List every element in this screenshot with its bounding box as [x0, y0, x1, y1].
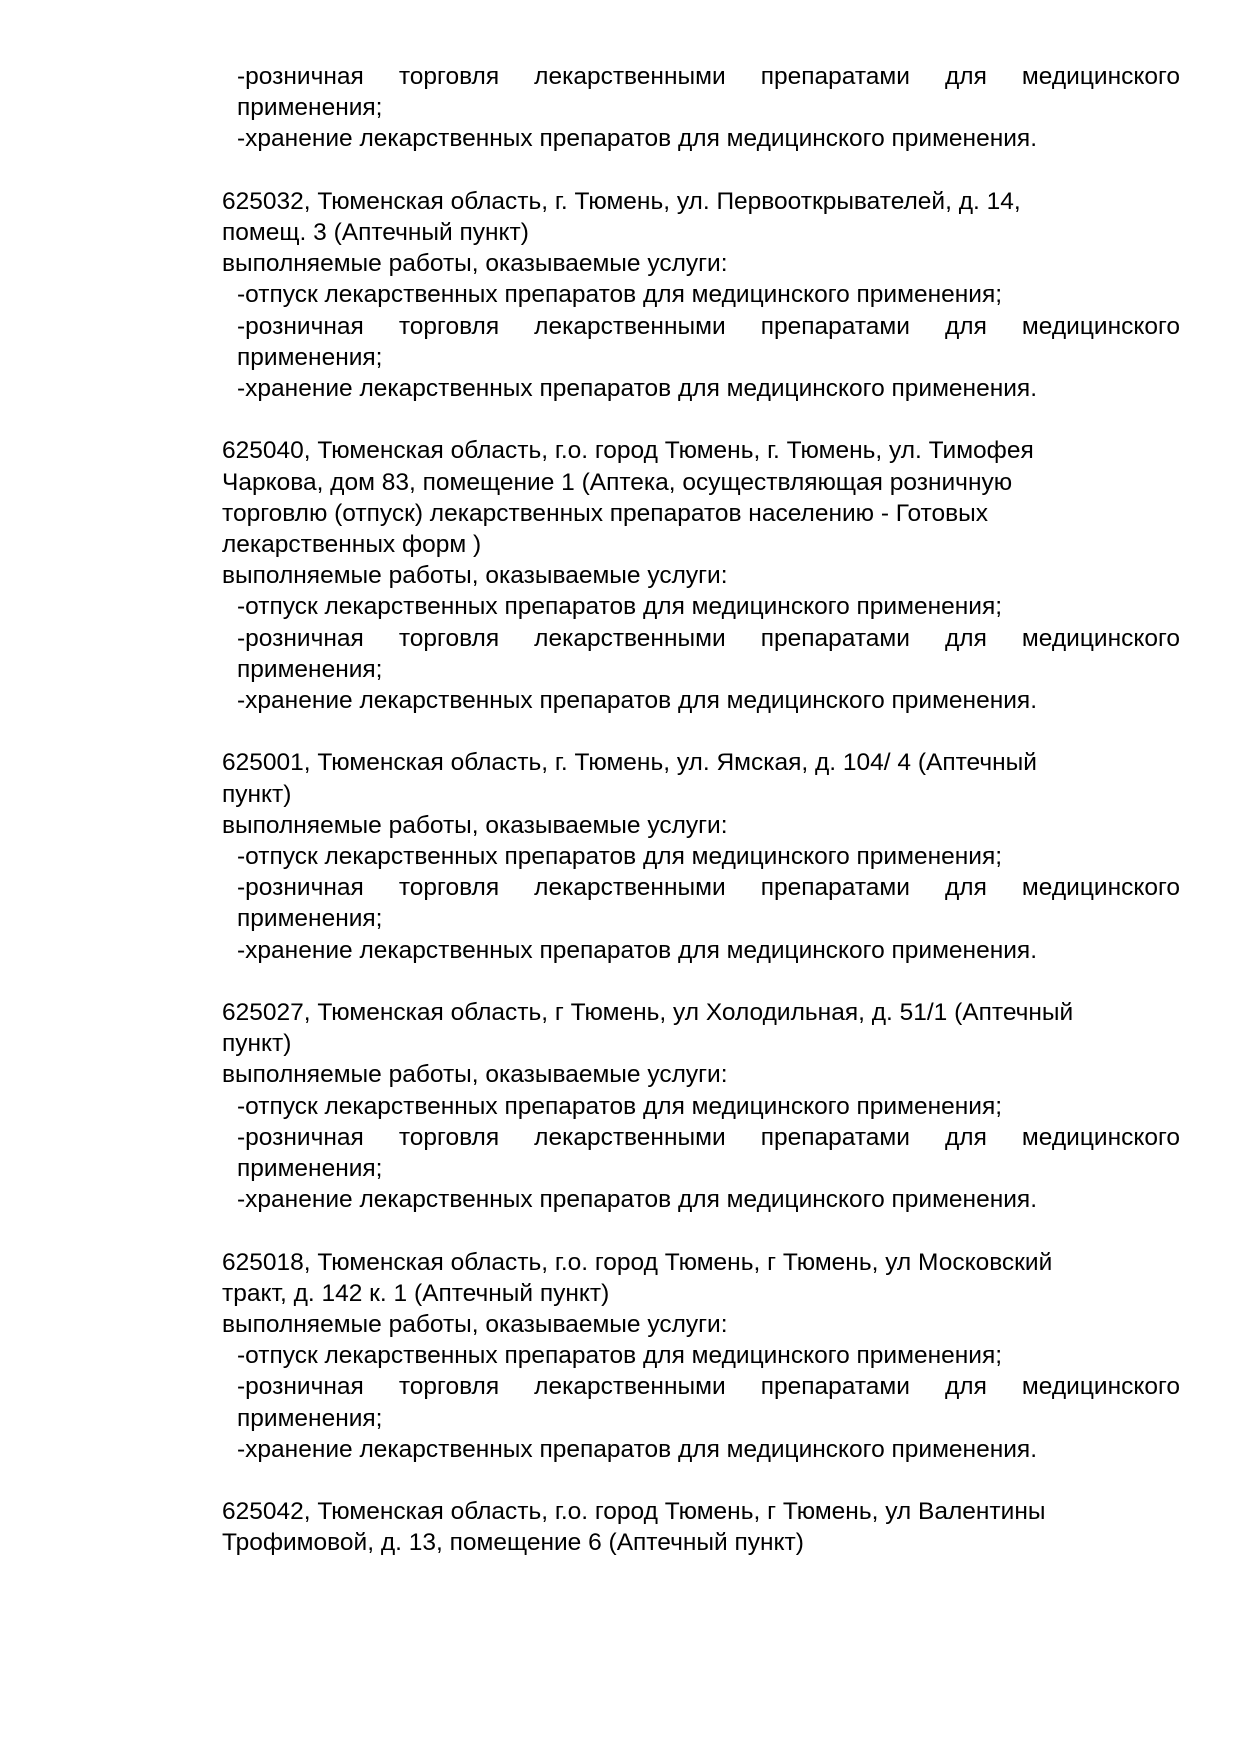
- service-item-storage: -хранение лекарственных препаратов для медицинского применения.: [237, 1435, 1037, 1463]
- service-item-retail-cont: применения;: [237, 1155, 383, 1183]
- address-line: 625027, Тюменская область, г Тюмень, ул Холодильная, д. 51/1 (Аптечный: [222, 999, 1074, 1027]
- address-line: пункт): [222, 1030, 292, 1058]
- service-item-dispensing: -отпуск лекарственных препаратов для медицинского применения;: [237, 1092, 1003, 1120]
- document-page: [222, 61, 1180, 1559]
- service-item-retail: -розничная торговля лекарственными препаратами для медицинского: [237, 1373, 1180, 1401]
- service-item-storage: -хранение лекарственных препаратов для медицинского применения.: [237, 1186, 1037, 1214]
- services-label: выполняемые работы, оказываемые услуги:: [222, 811, 728, 839]
- address-line: торговлю (отпуск) лекарственных препаратов населению - Готовых: [222, 499, 988, 527]
- service-item-dispensing: -отпуск лекарственных препаратов для медицинского применения;: [237, 843, 1003, 871]
- services-label: выполняемые работы, оказываемые услуги:: [222, 1061, 728, 1089]
- address-line: пункт): [222, 780, 292, 808]
- service-item-storage: -хранение лекарственных препаратов для медицинского применения.: [237, 936, 1037, 964]
- location-block: [222, 186, 1180, 404]
- service-item-retail-cont: применения;: [237, 655, 383, 683]
- address-line: лекарственных форм ): [222, 531, 482, 559]
- service-item-storage: -хранение лекарственных препаратов для медицинского применения.: [237, 687, 1037, 715]
- service-item-storage: -хранение лекарственных препаратов для медицинского применения.: [237, 375, 1037, 403]
- location-block: [222, 1496, 1180, 1558]
- services-label: выполняемые работы, оказываемые услуги:: [222, 562, 728, 590]
- service-item-dispensing: -отпуск лекарственных препаратов для медицинского применения;: [237, 281, 1003, 309]
- address-line: 625001, Тюменская область, г. Тюмень, ул. Ямская, д. 104/ 4 (Аптечный: [222, 749, 1037, 777]
- service-item-retail: -розничная торговля лекарственными препаратами для медицинского: [237, 63, 1180, 90]
- address-line: тракт, д. 142 к. 1 (Аптечный пункт): [222, 1279, 610, 1307]
- location-block: [222, 997, 1180, 1215]
- service-item-retail: -розничная торговля лекарственными препаратами для медицинского: [237, 1123, 1180, 1151]
- address-line: 625042, Тюменская область, г.о. город Тюмень, г Тюмень, ул Валентины: [222, 1498, 1046, 1526]
- address-line: помещ. 3 (Аптечный пункт): [222, 219, 529, 246]
- location-block: [222, 747, 1180, 965]
- location-block: [222, 435, 1180, 716]
- service-item-dispensing: -отпуск лекарственных препаратов для медицинского применения;: [237, 1342, 1003, 1370]
- service-item-retail: -розничная торговля лекарственными препаратами для медицинского: [237, 312, 1180, 340]
- locations-list: [222, 186, 1180, 1559]
- address-line: 625032, Тюменская область, г. Тюмень, ул. Первооткрывателей, д. 14,: [222, 187, 1021, 215]
- service-item-retail-cont: применения;: [237, 343, 383, 371]
- service-item-retail-cont: применения;: [237, 1404, 383, 1432]
- continuation-block: [222, 61, 1180, 155]
- service-item-retail-cont: применения;: [237, 905, 383, 933]
- location-block: [222, 1247, 1180, 1465]
- services-label: выполняемые работы, оказываемые услуги:: [222, 1311, 728, 1339]
- address-line: Чаркова, дом 83, помещение 1 (Аптека, осуществляющая розничную: [222, 468, 1013, 496]
- address-line: Трофимовой, д. 13, помещение 6 (Аптечный пункт): [222, 1529, 804, 1557]
- service-item-storage: -хранение лекарственных препаратов для медицинского применения.: [237, 125, 1037, 153]
- address-line: 625018, Тюменская область, г.о. город Тюмень, г Тюмень, ул Московский: [222, 1248, 1053, 1276]
- service-item-retail-cont: применения;: [237, 94, 383, 122]
- address-line: 625040, Тюменская область, г.о. город Тюмень, г. Тюмень, ул. Тимофея: [222, 437, 1034, 465]
- service-item-retail: -розничная торговля лекарственными препаратами для медицинского: [237, 624, 1180, 652]
- service-item-retail: -розничная торговля лекарственными препаратами для медицинского: [237, 874, 1180, 902]
- services-label: выполняемые работы, оказываемые услуги:: [222, 250, 728, 278]
- service-item-dispensing: -отпуск лекарственных препаратов для медицинского применения;: [237, 593, 1003, 621]
